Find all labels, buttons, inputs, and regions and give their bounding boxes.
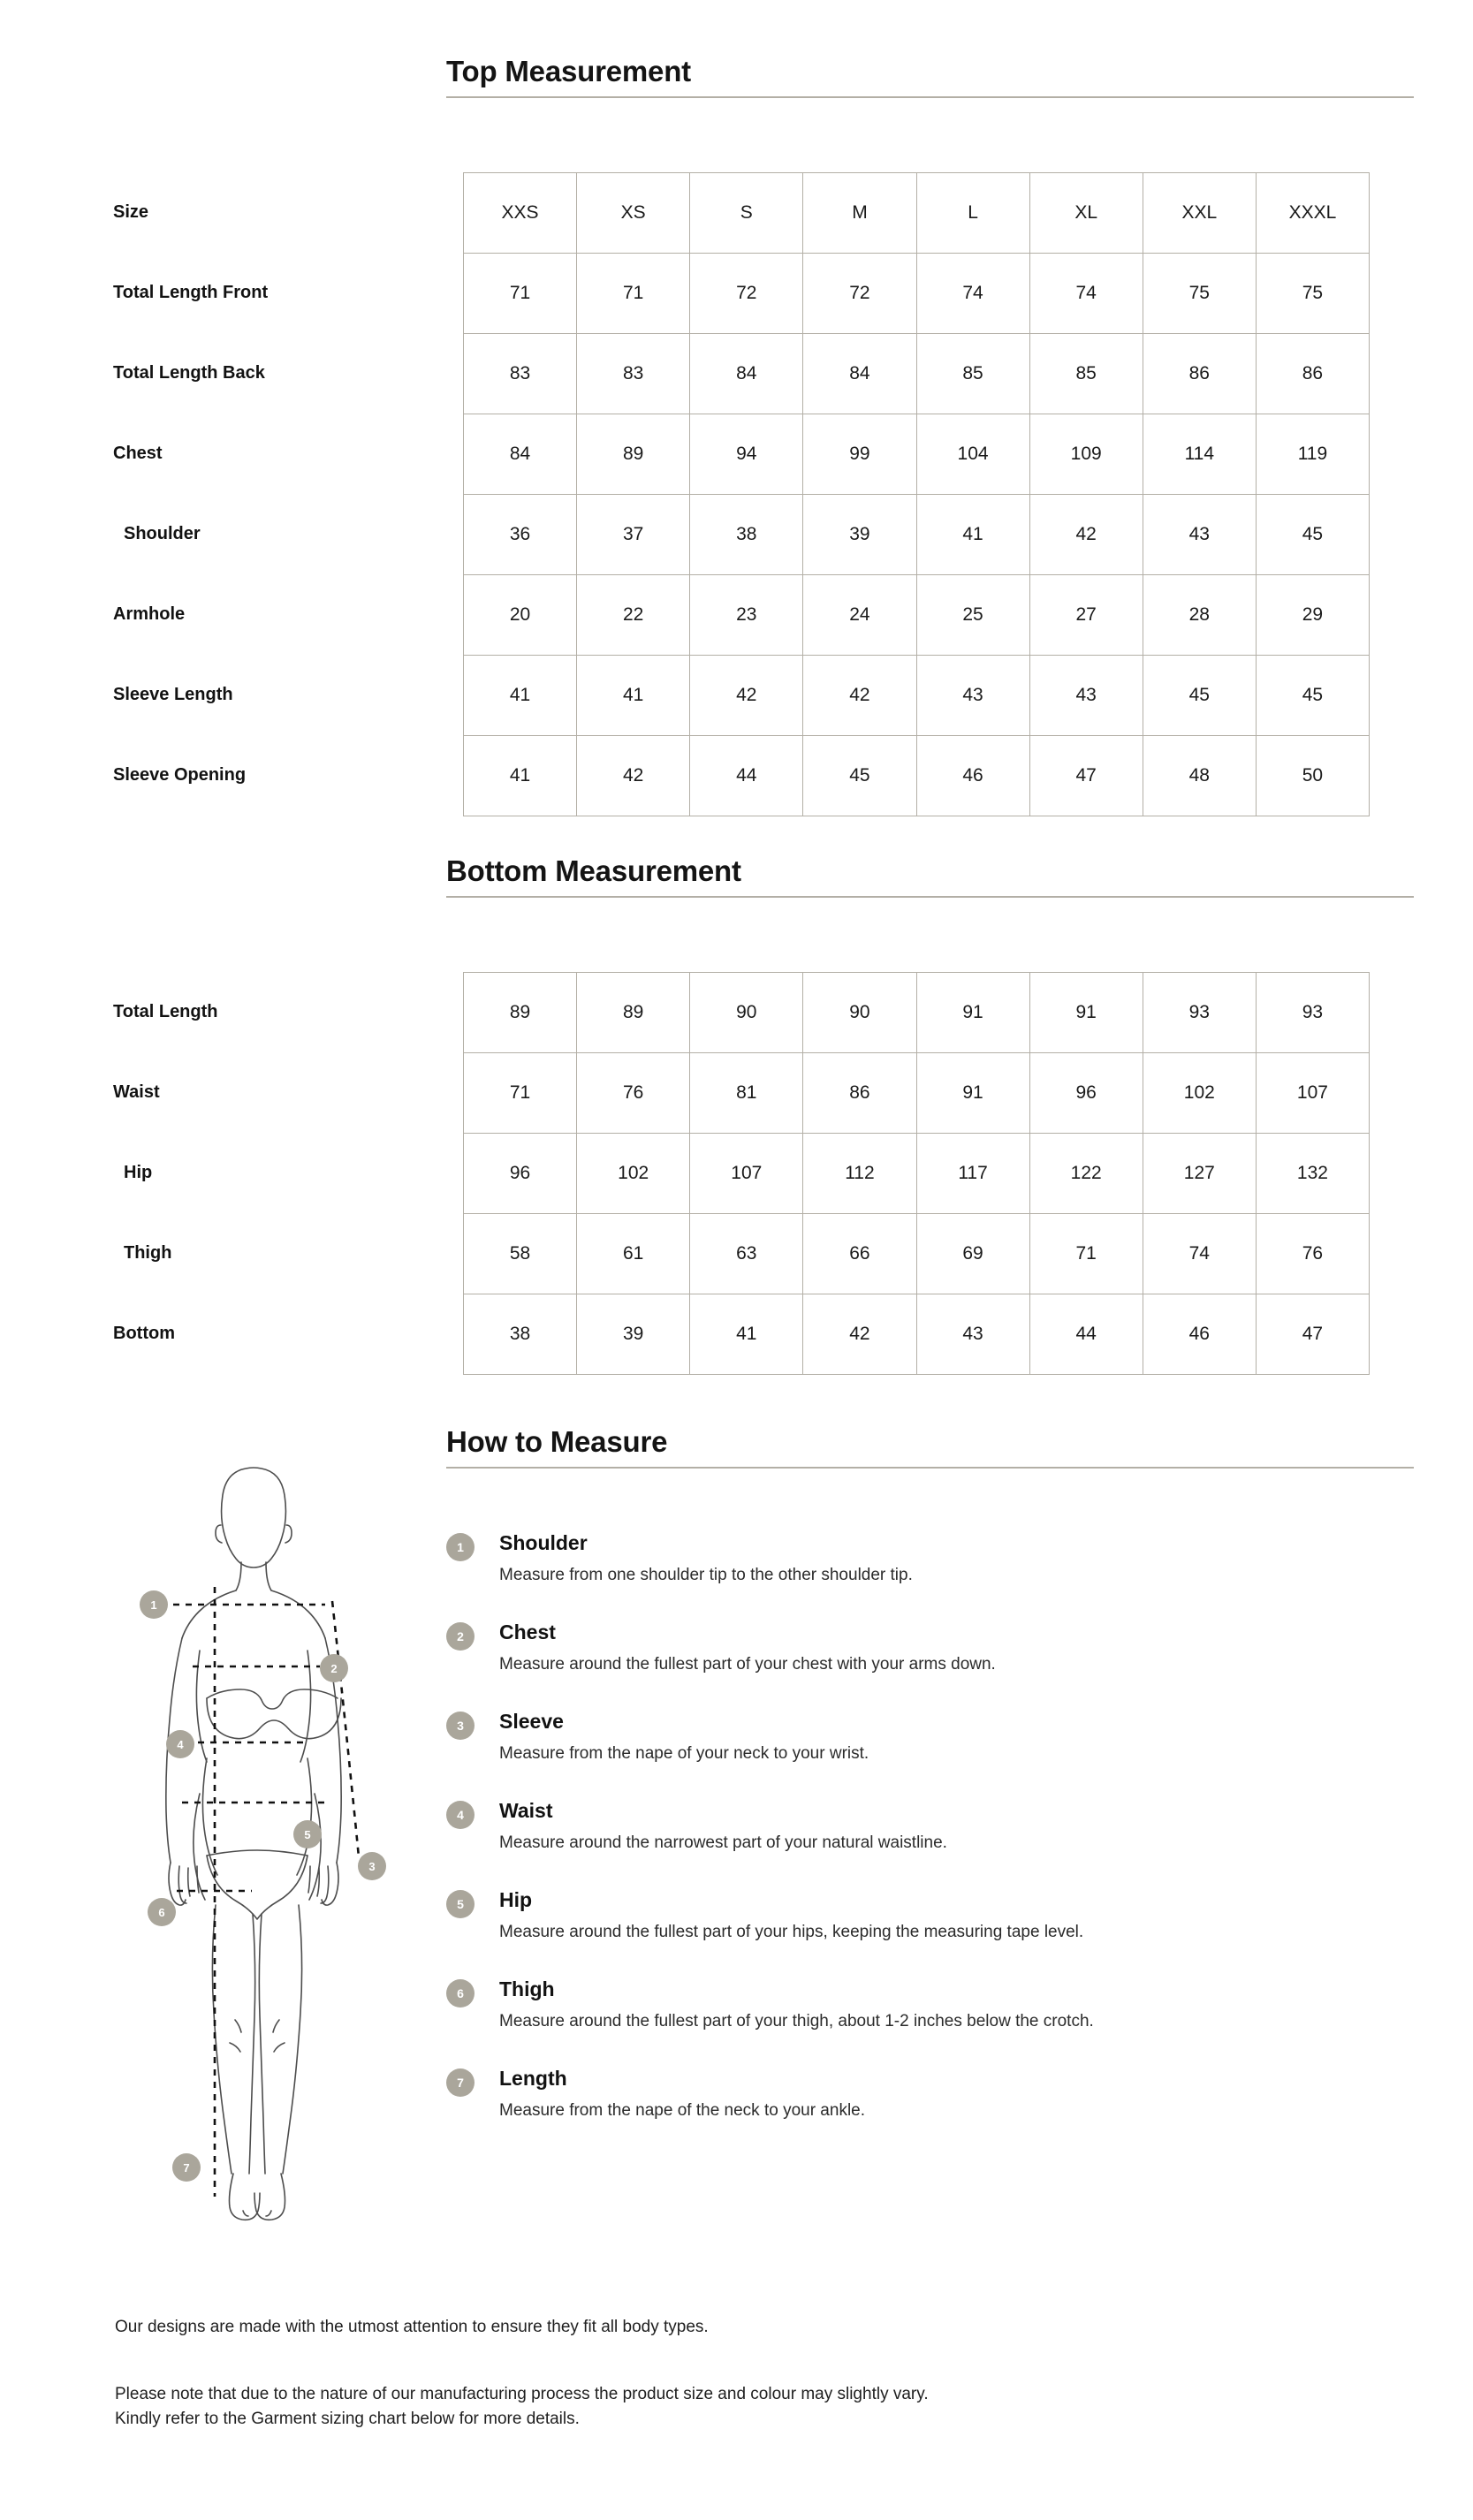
svg-text:5: 5 — [304, 1828, 311, 1841]
body-figure-illustration — [115, 1414, 433, 2244]
measurement-cell: 24 — [803, 575, 916, 656]
bottom-measurement-table — [463, 972, 1370, 1375]
measurement-cell: 86 — [1256, 334, 1369, 414]
how-to-measure-description: Measure from one shoulder tip to the other shoulder tip. — [499, 1565, 913, 1584]
measurement-cell: 91 — [916, 1053, 1029, 1134]
measurement-cell: 76 — [577, 1053, 690, 1134]
measurement-cell: 45 — [803, 736, 916, 816]
measurement-cell: 69 — [916, 1214, 1029, 1294]
measurement-cell: 58 — [464, 1214, 577, 1294]
measurement-cell: 44 — [690, 736, 803, 816]
how-to-measure-item — [446, 1977, 1427, 2041]
top-measurement-table — [463, 172, 1370, 816]
step-number-badge: 4 — [446, 1801, 475, 1829]
measurement-cell: 104 — [916, 414, 1029, 495]
measurement-cell: 71 — [464, 254, 577, 334]
row-label: Bottom — [113, 1324, 175, 1343]
footer-notes — [115, 2315, 1370, 2433]
measurement-cell: 75 — [1256, 254, 1369, 334]
how-to-measure-title: Shoulder — [499, 1531, 588, 1554]
section-title-howto: How to Measure — [446, 1425, 668, 1458]
figure-marker-3 — [358, 1852, 386, 1880]
table-row — [464, 1294, 1370, 1375]
measurement-cell: 42 — [803, 1294, 916, 1375]
measurement-cell: 36 — [464, 495, 577, 575]
measurement-cell: 63 — [690, 1214, 803, 1294]
measurement-cell: 114 — [1143, 414, 1256, 495]
measurement-cell: 84 — [464, 414, 577, 495]
section-title-bottom: Bottom Measurement — [446, 854, 741, 887]
measurement-cell: 96 — [1029, 1053, 1143, 1134]
size-header-cell: S — [690, 173, 803, 254]
how-to-measure-item — [446, 1888, 1427, 1952]
figure-marker-1 — [140, 1590, 168, 1619]
section-heading-bottom — [446, 854, 1414, 898]
row-label: Hip — [124, 1163, 153, 1182]
how-to-measure-item — [446, 1799, 1427, 1863]
measurement-cell: 72 — [803, 254, 916, 334]
measurement-cell: 102 — [1143, 1053, 1256, 1134]
measurement-cell: 86 — [803, 1053, 916, 1134]
how-to-measure-title: Length — [499, 2067, 567, 2090]
measurement-cell: 23 — [690, 575, 803, 656]
measurement-cell: 75 — [1143, 254, 1256, 334]
footer-line-2: Please note that due to the nature of our manufacturing process the product size and colour may slightly vary. — [115, 2384, 929, 2403]
measurement-cell: 43 — [1143, 495, 1256, 575]
section-title-top: Top Measurement — [446, 55, 691, 87]
measurement-cell: 44 — [1029, 1294, 1143, 1375]
size-header-cell: M — [803, 173, 916, 254]
table-row — [464, 334, 1370, 414]
row-label: Armhole — [113, 604, 186, 624]
measurement-cell: 66 — [803, 1214, 916, 1294]
measurement-cell: 50 — [1256, 736, 1369, 816]
table-row — [464, 1053, 1370, 1134]
row-label: Shoulder — [124, 524, 201, 543]
step-number-badge: 1 — [446, 1533, 475, 1561]
measurement-cell: 42 — [1029, 495, 1143, 575]
measurement-cell: 45 — [1143, 656, 1256, 736]
row-label: Total Length Front — [113, 283, 269, 302]
how-to-measure-description: Measure around the fullest part of your thigh, about 1-2 inches below the crotch. — [499, 2011, 1094, 2030]
how-to-measure-description: Measure around the narrowest part of your natural waistline. — [499, 1833, 947, 1852]
size-header-cell: XL — [1029, 173, 1143, 254]
how-to-measure-title: Sleeve — [499, 1710, 564, 1733]
measurement-cell: 76 — [1256, 1214, 1369, 1294]
measurement-cell: 90 — [803, 973, 916, 1053]
svg-text:7: 7 — [183, 2161, 190, 2175]
measurement-cell: 83 — [464, 334, 577, 414]
measurement-cell: 74 — [1029, 254, 1143, 334]
measurement-cell: 27 — [1029, 575, 1143, 656]
table-row — [464, 736, 1370, 816]
measurement-cell: 89 — [464, 973, 577, 1053]
measurement-cell: 43 — [1029, 656, 1143, 736]
measurement-cell: 122 — [1029, 1134, 1143, 1214]
row-label: Sleeve Length — [113, 685, 233, 704]
measurement-cell: 85 — [1029, 334, 1143, 414]
section-rule-howto — [446, 1467, 1414, 1469]
table-row — [464, 495, 1370, 575]
table-row — [464, 254, 1370, 334]
measurement-cell: 29 — [1256, 575, 1369, 656]
measurement-cell: 132 — [1256, 1134, 1369, 1214]
measurement-cell: 127 — [1143, 1134, 1256, 1214]
measurement-cell: 117 — [916, 1134, 1029, 1214]
row-label: Waist — [113, 1082, 160, 1102]
how-to-measure-title: Thigh — [499, 1977, 555, 2000]
measurement-cell: 91 — [1029, 973, 1143, 1053]
size-header-cell: XXL — [1143, 173, 1256, 254]
measurement-cell: 47 — [1256, 1294, 1369, 1375]
svg-text:4: 4 — [177, 1738, 184, 1751]
measurement-cell: 81 — [690, 1053, 803, 1134]
size-header-cell: XS — [577, 173, 690, 254]
measurement-cell: 61 — [577, 1214, 690, 1294]
measurement-cell: 93 — [1256, 973, 1369, 1053]
size-header-cell: L — [916, 173, 1029, 254]
measurement-cell: 38 — [690, 495, 803, 575]
row-label: Chest — [113, 444, 163, 463]
measurement-cell: 91 — [916, 973, 1029, 1053]
measurement-cell: 42 — [690, 656, 803, 736]
table-row — [464, 1214, 1370, 1294]
how-to-measure-item — [446, 1710, 1427, 1773]
measurement-cell: 85 — [916, 334, 1029, 414]
measurement-cell: 41 — [577, 656, 690, 736]
measurement-cell: 48 — [1143, 736, 1256, 816]
figure-marker-7 — [172, 2153, 201, 2182]
how-to-measure-description: Measure around the fullest part of your hips, keeping the measuring tape level. — [499, 1922, 1084, 1941]
table-row — [464, 1134, 1370, 1214]
measurement-cell: 72 — [690, 254, 803, 334]
measurement-cell: 74 — [916, 254, 1029, 334]
measurement-cell: 96 — [464, 1134, 577, 1214]
footer-line-3: Kindly refer to the Garment sizing chart below for more details. — [115, 2410, 580, 2428]
svg-text:6: 6 — [158, 1906, 165, 1919]
figure-marker-6 — [148, 1898, 176, 1926]
size-header-cell: XXXL — [1256, 173, 1369, 254]
how-to-measure-item — [446, 2067, 1427, 2130]
measurement-cell: 42 — [577, 736, 690, 816]
measurement-cell: 25 — [916, 575, 1029, 656]
table-row — [464, 414, 1370, 495]
measurement-cell: 38 — [464, 1294, 577, 1375]
size-header-cell: XXS — [464, 173, 577, 254]
measurement-cell: 41 — [690, 1294, 803, 1375]
measurement-cell: 46 — [916, 736, 1029, 816]
figure-marker-5 — [293, 1820, 322, 1848]
table-row — [464, 656, 1370, 736]
measurement-cell: 84 — [690, 334, 803, 414]
measurement-cell: 89 — [577, 973, 690, 1053]
svg-text:2: 2 — [330, 1662, 338, 1675]
measurement-cell: 28 — [1143, 575, 1256, 656]
table-header-row — [464, 173, 1370, 254]
row-label-size: Size — [113, 202, 149, 222]
measurement-cell: 37 — [577, 495, 690, 575]
measurement-cell: 45 — [1256, 495, 1369, 575]
measurement-cell: 71 — [1029, 1214, 1143, 1294]
measurement-cell: 42 — [803, 656, 916, 736]
measurement-cell: 41 — [464, 736, 577, 816]
measurement-cell: 22 — [577, 575, 690, 656]
measurement-cell: 94 — [690, 414, 803, 495]
how-to-measure-item — [446, 1531, 1427, 1595]
how-to-measure-title: Chest — [499, 1621, 556, 1643]
figure-marker-4 — [166, 1730, 194, 1758]
measurement-cell: 43 — [916, 656, 1029, 736]
measurement-cell: 93 — [1143, 973, 1256, 1053]
step-number-badge: 6 — [446, 1979, 475, 2008]
measurement-cell: 43 — [916, 1294, 1029, 1375]
row-label: Thigh — [124, 1243, 172, 1263]
measurement-cell: 109 — [1029, 414, 1143, 495]
row-label: Total Length — [113, 1002, 218, 1021]
measurement-cell: 47 — [1029, 736, 1143, 816]
measurement-cell: 107 — [690, 1134, 803, 1214]
how-to-measure-list — [446, 1531, 1427, 2156]
measurement-cell: 46 — [1143, 1294, 1256, 1375]
how-to-measure-description: Measure around the fullest part of your chest with your arms down. — [499, 1654, 996, 1674]
measurement-cell: 39 — [577, 1294, 690, 1375]
measurement-cell: 99 — [803, 414, 916, 495]
measurement-cell: 90 — [690, 973, 803, 1053]
how-to-measure-item — [446, 1621, 1427, 1684]
section-heading-howto — [446, 1425, 1414, 1469]
measurement-cell: 112 — [803, 1134, 916, 1214]
top-row-label-column — [113, 172, 431, 816]
footer-line-1: Our designs are made with the utmost attention to ensure they fit all body types. — [115, 2318, 709, 2336]
body-outline-svg — [115, 1414, 433, 2244]
measurement-cell: 74 — [1143, 1214, 1256, 1294]
figure-marker-2 — [320, 1654, 348, 1682]
step-number-badge: 3 — [446, 1712, 475, 1740]
how-to-measure-description: Measure from the nape of the neck to your ankle. — [499, 2100, 866, 2120]
step-number-badge: 5 — [446, 1890, 475, 1918]
measurement-cell: 39 — [803, 495, 916, 575]
measurement-cell: 45 — [1256, 656, 1369, 736]
how-to-measure-title: Hip — [499, 1888, 533, 1911]
bottom-row-label-column — [113, 972, 431, 1374]
measurement-cell: 41 — [916, 495, 1029, 575]
svg-text:3: 3 — [368, 1860, 376, 1873]
measurement-cell: 41 — [464, 656, 577, 736]
section-rule-bottom — [446, 896, 1414, 898]
measurement-cell: 107 — [1256, 1053, 1369, 1134]
how-to-measure-description: Measure from the nape of your neck to your wrist. — [499, 1743, 869, 1763]
table-row — [464, 575, 1370, 656]
table-row — [464, 973, 1370, 1053]
measurement-cell: 86 — [1143, 334, 1256, 414]
measurement-cell: 71 — [464, 1053, 577, 1134]
measurement-cell: 89 — [577, 414, 690, 495]
row-label: Total Length Back — [113, 363, 265, 383]
measurement-cell: 71 — [577, 254, 690, 334]
section-rule-top — [446, 96, 1414, 98]
measurement-cell: 84 — [803, 334, 916, 414]
how-to-measure-title: Waist — [499, 1799, 553, 1822]
measurement-cell: 83 — [577, 334, 690, 414]
measurement-cell: 102 — [577, 1134, 690, 1214]
row-label: Sleeve Opening — [113, 765, 247, 785]
section-heading-top — [446, 55, 1414, 98]
measurement-cell: 119 — [1256, 414, 1369, 495]
svg-text:1: 1 — [150, 1598, 157, 1612]
measurement-cell: 20 — [464, 575, 577, 656]
step-number-badge: 2 — [446, 1622, 475, 1651]
step-number-badge: 7 — [446, 2068, 475, 2097]
